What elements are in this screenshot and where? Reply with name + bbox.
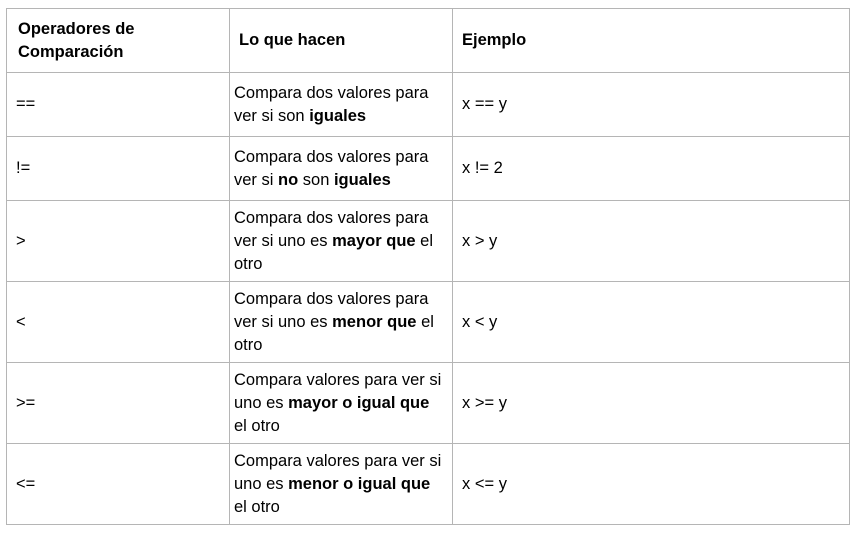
description-cell: [230, 137, 453, 201]
table-row: [7, 137, 850, 201]
description-text: el otro: [234, 312, 434, 354]
example-cell: x == y: [453, 73, 850, 137]
operator-cell: <=: [7, 444, 230, 525]
header-row: [7, 9, 850, 73]
example-cell: x != 2: [453, 137, 850, 201]
table-body: [7, 73, 850, 525]
table-row: [7, 282, 850, 363]
table-row: [7, 444, 850, 525]
table-row: [7, 201, 850, 282]
header-example: Ejemplo: [453, 9, 850, 73]
description-text: Compara dos valores para ver si: [234, 147, 429, 189]
description-text: Compara valores para ver si uno es: [234, 370, 442, 412]
table-row: [7, 73, 850, 137]
description-cell: [230, 73, 453, 137]
description-text: el otro: [234, 497, 280, 516]
example-cell: x < y: [453, 282, 850, 363]
description-emphasis: iguales: [333, 170, 391, 189]
operator-cell: ==: [7, 73, 230, 137]
table-row: [7, 363, 850, 444]
operator-cell: !=: [7, 137, 230, 201]
operator-cell: <: [7, 282, 230, 363]
description-text: Compara dos valores para ver si uno es: [234, 208, 429, 250]
example-cell: x > y: [453, 201, 850, 282]
example-cell: x <= y: [453, 444, 850, 525]
description-cell: [230, 363, 453, 444]
description-cell: [230, 444, 453, 525]
description-emphasis: menor que: [332, 312, 417, 331]
description-text: Compara valores para ver si uno es: [234, 451, 442, 493]
description-text: el otro: [234, 416, 280, 435]
operator-cell: >=: [7, 363, 230, 444]
comparison-operators-table: [6, 8, 850, 525]
description-emphasis: mayor o igual que: [288, 393, 430, 412]
description-cell: [230, 201, 453, 282]
description-emphasis: no: [278, 170, 299, 189]
description-cell: [230, 282, 453, 363]
description-emphasis: mayor que: [332, 231, 416, 250]
header-operators: Operadores de Comparación: [7, 9, 230, 73]
description-text: Compara dos valores para ver si son: [234, 83, 429, 125]
description-emphasis: menor o igual que: [288, 474, 431, 493]
description-emphasis: iguales: [309, 106, 367, 125]
description-text: son: [298, 170, 334, 189]
header-what-they-do: Lo que hacen: [230, 9, 453, 73]
description-text: el otro: [234, 231, 434, 273]
description-text: Compara dos valores para ver si uno es: [234, 289, 429, 331]
example-cell: x >= y: [453, 363, 850, 444]
operator-cell: >: [7, 201, 230, 282]
